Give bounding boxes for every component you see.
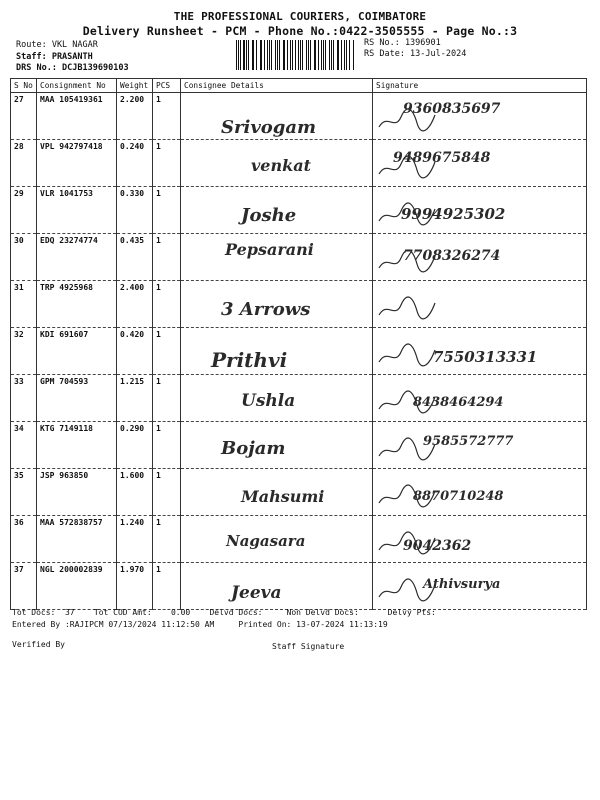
consignee-handwriting: venkat [251,156,311,175]
cell-pcs: 1 [153,516,181,563]
cell-consignment-no: KTG 7149118 [37,422,117,469]
cell-signature [373,563,587,610]
table-row [11,140,587,187]
cell-signature [373,281,587,328]
cell-sno: 27 [11,93,37,140]
table-row [11,469,587,516]
barcode-bar [349,40,350,70]
staff-label: Staff: PRASANTH [16,51,93,62]
cell-consignment-no: MAA 572838757 [37,516,117,563]
barcode-bar [243,40,244,70]
cell-sno: 32 [11,328,37,375]
cell-weight: 0.420 [117,328,153,375]
barcode-bar [325,40,326,70]
cell-weight: 2.200 [117,93,153,140]
table-row [11,422,587,469]
col-header-signature: Signature [373,79,587,93]
cell-sno: 37 [11,563,37,610]
cell-consignment-no: VPL 942797418 [37,140,117,187]
cell-sno: 28 [11,140,37,187]
signature-handwriting: 9360835697 [403,101,501,117]
cell-consignment-no: NGL 200002839 [37,563,117,610]
table-row [11,234,587,281]
cell-sno: 36 [11,516,37,563]
cell-consignee-details [181,281,373,328]
runsheet-meta-right [364,38,466,60]
consignee-handwriting: Mahsumi [241,487,325,506]
cell-weight: 0.290 [117,422,153,469]
cell-consignee-details [181,375,373,422]
cell-sno: 35 [11,469,37,516]
barcode-bar [248,40,249,70]
barcode-bar [236,40,237,70]
cell-pcs: 1 [153,469,181,516]
cell-pcs: 1 [153,563,181,610]
cell-pcs: 1 [153,140,181,187]
barcode-bar [271,40,272,70]
table-row [11,516,587,563]
cell-consignment-no: EDQ 23274774 [37,234,117,281]
cell-signature [373,93,587,140]
barcode-bar [306,40,307,70]
consignee-handwriting: Joshe [241,205,297,226]
col-header-consignee: Consignee Details [181,79,373,93]
barcode-bar [275,40,276,70]
cell-pcs: 1 [153,422,181,469]
cell-consignee-details [181,234,373,281]
signature-scribble [377,293,437,323]
cell-consignee-details [181,469,373,516]
cell-signature [373,422,587,469]
barcode-bar [298,40,299,70]
signature-handwriting: Athivsurya [423,577,501,592]
cell-sno: 30 [11,234,37,281]
cell-sno: 31 [11,281,37,328]
barcode-bar [321,40,322,70]
table-header-row [11,79,587,93]
cell-weight: 0.435 [117,234,153,281]
table-row [11,93,587,140]
cell-signature [373,516,587,563]
barcode-bar [318,40,319,70]
cell-consignee-details [181,422,373,469]
consignee-handwriting: Jeeva [231,583,282,603]
table-row [11,328,587,375]
consignee-handwriting: 3 Arrows [221,299,311,320]
cell-sno: 33 [11,375,37,422]
consignee-handwriting: Bojam [221,438,286,459]
consignee-handwriting: Srivogam [221,117,317,138]
signature-handwriting: 9994925302 [401,205,506,223]
barcode-bar [346,40,347,70]
cell-pcs: 1 [153,375,181,422]
cell-weight: 1.215 [117,375,153,422]
cell-pcs: 1 [153,234,181,281]
signature-handwriting: 8870710248 [413,489,504,504]
barcode-bar [310,40,311,70]
cell-consignee-details [181,93,373,140]
runsheet-meta-left [16,40,129,75]
signature-handwriting: 7550313331 [433,348,538,366]
col-header-weight: Weight [117,79,153,93]
consignee-handwriting: Nagasara [226,532,306,550]
signature-scribble [377,340,437,370]
cell-consignment-no: GPM 704593 [37,375,117,422]
cell-consignee-details [181,140,373,187]
barcode-bar [252,40,253,70]
route-label: Route: VKL NAGAR [16,40,98,50]
barcode-bar [333,40,334,70]
cell-weight: 1.600 [117,469,153,516]
verified-by-label: Verified By [12,640,65,649]
cell-pcs: 1 [153,187,181,234]
runsheet-subtitle: Delivery Runsheet - PCM - Phone No.:0422-3505555 - Page No.:3 [82,24,518,38]
cell-consignee-details [181,187,373,234]
cell-weight: 1.240 [117,516,153,563]
cell-pcs: 1 [153,281,181,328]
entered-by-line: Entered By :RAJIPCM 07/13/2024 11:12:50 AM Printed On: 13-07-2024 11:13:19 [12,620,388,629]
barcode-bar [290,40,291,70]
col-header-consignment: Consignment No [37,79,117,93]
signature-handwriting: 9042362 [403,538,472,554]
cell-consignee-details [181,516,373,563]
cell-consignee-details [181,328,373,375]
cell-weight: 0.330 [117,187,153,234]
cell-weight: 0.240 [117,140,153,187]
cell-pcs: 1 [153,328,181,375]
barcode [236,40,354,70]
cell-signature [373,187,587,234]
consignee-handwriting: Ushla [241,391,296,411]
runsheet-table [10,78,586,610]
cell-consignment-no: KDI 691607 [37,328,117,375]
barcode-bar [256,40,257,70]
cell-pcs: 1 [153,93,181,140]
drs-label: DRS No.: DCJB139690103 [16,63,129,73]
barcode-bar [338,40,339,70]
table-row [11,563,587,610]
cell-signature [373,469,587,516]
cell-consignee-details [181,563,373,610]
cell-consignment-no: TRP 4925968 [37,281,117,328]
cell-consignment-no: MAA 105419361 [37,93,117,140]
cell-sno: 29 [11,187,37,234]
cell-signature [373,375,587,422]
consignee-handwriting: Prithvi [211,348,288,372]
totals-line: Tot Docs: 37 Tot COD Amt: 0.00 Delvd Docs: Non Delvd Docs: Delvy Pts: [12,608,436,617]
cell-weight: 1.970 [117,563,153,610]
signature-handwriting: 7708326274 [403,248,501,264]
cell-consignment-no: VLR 1041753 [37,187,117,234]
signature-handwriting: 8438464294 [413,395,504,410]
signature-handwriting: 9489675848 [393,150,491,166]
cell-consignment-no: JSP 963850 [37,469,117,516]
barcode-bar [283,40,284,70]
company-title: THE PROFESSIONAL COURIERS, COIMBATORE [173,10,427,23]
consignee-handwriting: Pepsarani [225,240,314,259]
staff-signature-label: Staff Signature [272,642,345,651]
rs-date: RS Date: 13-Jul-2024 [364,49,467,59]
barcode-bar [292,40,293,70]
barcode-bar [264,40,265,70]
cell-signature [373,140,587,187]
rs-number: RS No.: 1396901 [364,38,441,48]
col-header-pcs: PCS [153,79,181,93]
table-row [11,281,587,328]
table-row [11,375,587,422]
signature-handwriting: 9585572777 [423,434,514,449]
table-row [11,187,587,234]
col-header-sno: S No [11,79,37,93]
cell-weight: 2.400 [117,281,153,328]
cell-signature [373,234,587,281]
cell-signature [373,328,587,375]
cell-sno: 34 [11,422,37,469]
